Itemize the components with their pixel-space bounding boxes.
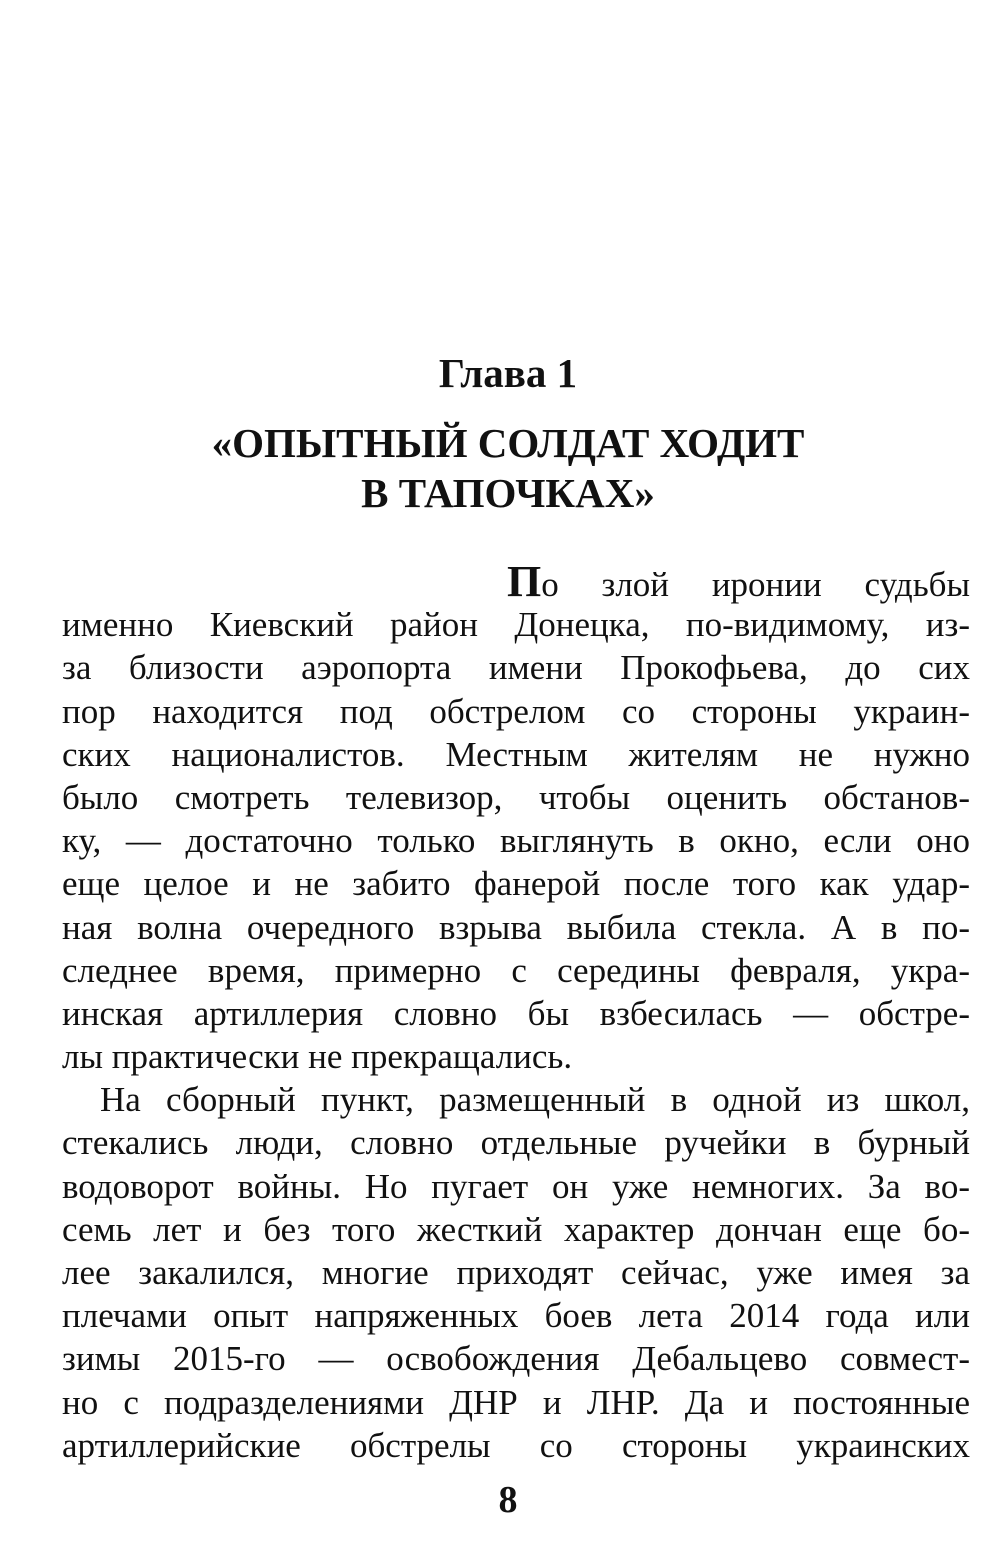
text-line: пор находится под обстрелом со стороны украин-: [62, 691, 970, 731]
text-line: водоворот войны. Но пугает он уже немногих. За во-: [62, 1166, 970, 1206]
page-number: 8: [498, 1479, 518, 1521]
text-line: ная волна очередного взрыва выбила стекла. А в по-: [62, 907, 970, 947]
text-line: инская артиллерия словно бы взбесилась — обстре-: [62, 993, 970, 1033]
text-line: было смотреть телевизор, чтобы оценить обстанов-: [62, 777, 970, 817]
text-line: за близости аэропорта имени Прокофьева, до сих: [62, 648, 970, 688]
text-line: [62, 557, 970, 606]
text-line: еще целое и не забито фанерой после того как удар-: [62, 864, 970, 904]
text-line: плечами опыт напряженных боев лета 2014 года или: [62, 1296, 970, 1336]
drop-cap: П: [507, 557, 542, 606]
text-line: именно Киевский район Донецка, по-видимому, из-: [62, 605, 970, 645]
text-line: стекались люди, словно отдельные ручейки в бурный: [62, 1123, 970, 1163]
chapter-title-line: «ОПЫТНЫЙ СОЛДАТ ХОДИТ: [211, 420, 805, 466]
text-line: артиллерийские обстрелы со стороны украинских: [62, 1425, 970, 1465]
text-line: но с подразделениями ДНР и ЛНР. Да и постоянные: [62, 1382, 970, 1422]
text-line: зимы 2015-го — освобождения Дебальцево совмест-: [62, 1339, 970, 1379]
text-line: лы практически не прекращались.: [62, 1037, 573, 1077]
text-line: семь лет и без того жесткий характер дончан еще бо-: [62, 1209, 970, 1249]
chapter-number: Глава 1: [438, 350, 578, 396]
chapter-title-line: В ТАПОЧКАХ»: [361, 470, 655, 516]
text-line: лее закалился, многие приходят сейчас, уже имея за: [62, 1253, 970, 1292]
text-line: ку, — достаточно только выглянуть в окно, если оно: [62, 821, 970, 861]
text-line: ских националистов. Местным жителям не нужно: [62, 734, 970, 774]
text-line-content: о злой иронии судьбы: [541, 565, 970, 604]
text-line: На сборный пункт, размещенный в одной из школ,: [100, 1080, 970, 1120]
body-text: [62, 557, 970, 1467]
text-line: следнее время, примерно с середины февраля, укра-: [62, 950, 970, 990]
chapter-title: [0, 418, 1000, 518]
